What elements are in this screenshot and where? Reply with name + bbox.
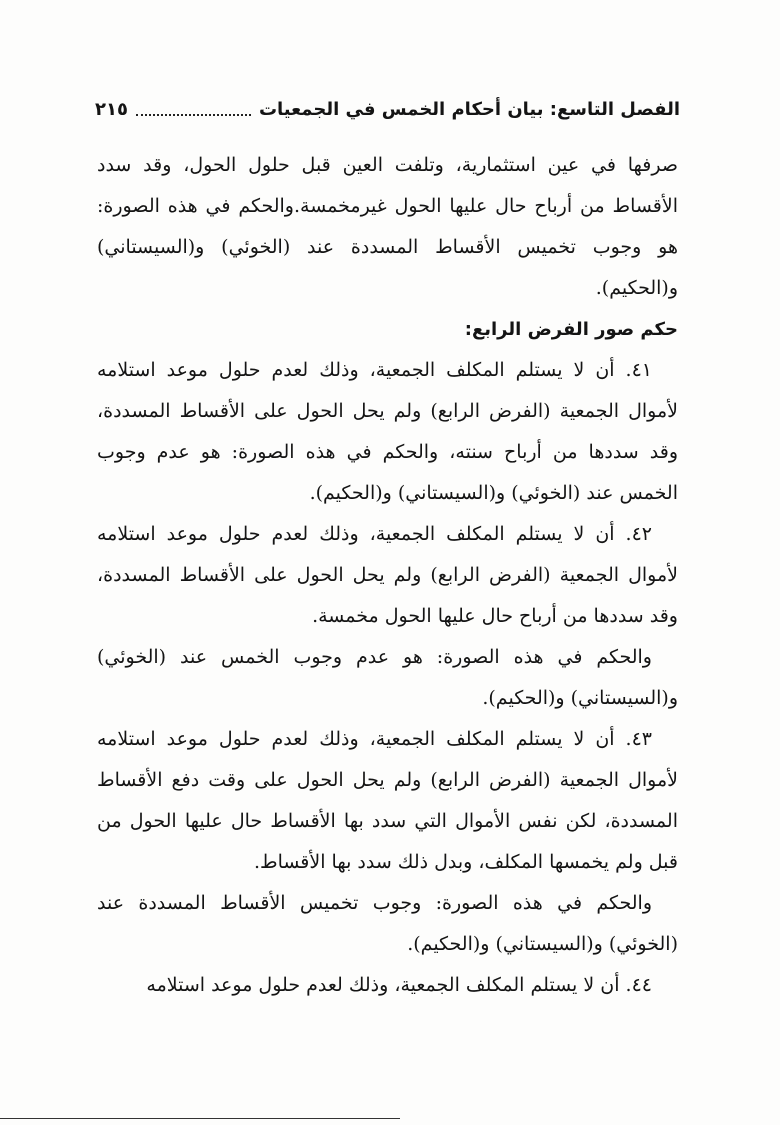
paragraph-item-43-ruling: والحكم في هذه الصورة: وجوب تخميس الأقساط المسددة عند (الخوئي) و(السيستاني) و(الحكيم).: [97, 892, 678, 955]
page-body: [97, 145, 678, 1006]
paragraph-continued: صرفها في عين استثمارية، وتلفت العين قبل حلول الحول، وقد سدد الأقساط من أرباح حال عليها الحول غيرمخمسة.والحكم في هذه الصورة: هو وجوب تخميس الأقساط المسددة عند (الخوئي) و(السيستاني) و(الحكيم).: [97, 154, 679, 299]
bottom-rule: [0, 1118, 400, 1119]
running-header: [95, 92, 680, 126]
paragraph-item-43: ٤٣. أن لا يستلم المكلف الجمعية، وذلك لعدم حلول موعد استلامه لأموال الجمعية (الفرض الرابع) ولم يحل الحول على وقت دفع الأقساط المسددة، لكن نفس الأموال التي سدد بها الأقساط حال عليها الحول من قبل ولم يخمسها المكلف، وبدل ذلك سدد بها الأقساط.: [97, 728, 678, 873]
page-number: ٢١٥: [95, 98, 128, 120]
chapter-title: الفصل التاسع: بيان أحكام الخمس في الجمعيات: [258, 98, 680, 120]
paragraph-item-44: ٤٤. أن لا يستلم المكلف الجمعية، وذلك لعدم حلول موعد استلامه: [146, 974, 652, 996]
header-dot-leader: [136, 114, 251, 116]
section-heading: حكم صور الفرض الرابع:: [464, 319, 678, 340]
paragraph-item-42-ruling: والحكم في هذه الصورة: هو عدم وجوب الخمس عند (الخوئي) و(السيستاني) و(الحكيم).: [97, 646, 678, 709]
paragraph-item-41: ٤١. أن لا يستلم المكلف الجمعية، وذلك لعدم حلول موعد استلامه لأموال الجمعية (الفرض الرابع) ولم يحل الحول على الأقساط المسددة، وقد سددها من أرباح سنته، والحكم في هذه الصورة: هو عدم وجوب الخمس عند (الخوئي) و(السيستاني) و(الحكيم).: [97, 359, 678, 504]
paragraph-item-42: ٤٢. أن لا يستلم المكلف الجمعية، وذلك لعدم حلول موعد استلامه لأموال الجمعية (الفرض الرابع) ولم يحل الحول على الأقساط المسددة، وقد سددها من أرباح حال عليها الحول مخمسة.: [97, 523, 678, 627]
